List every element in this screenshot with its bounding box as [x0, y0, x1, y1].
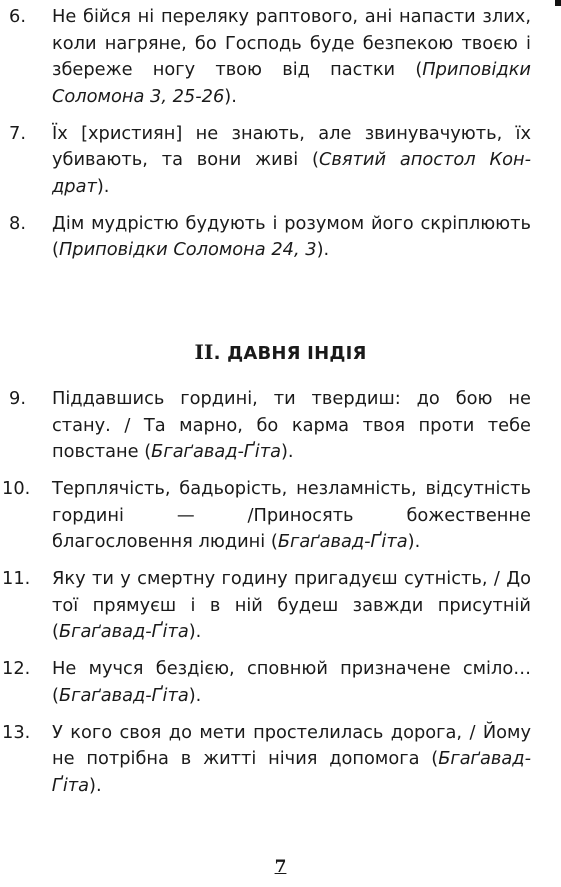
item-number: 8.: [9, 212, 26, 234]
item-number: 10.: [2, 478, 31, 499]
quote-source: Бгаґавад-Ґіта: [58, 684, 189, 706]
quote-text: Не мучся бездією, сповнюй призначене сміло…: [52, 658, 531, 679]
item-number: 12.: [2, 658, 31, 679]
quote-source: Бгаґавад-Ґіта: [58, 621, 189, 642]
item-number: 13.: [2, 721, 31, 743]
list-item: 7. Їх [християн] не знають, але звинувачують, їх убивають, та вони живі (Святий апостол Кондрат).: [9, 122, 531, 197]
item-number: 7.: [9, 122, 26, 144]
list-item: 11. Яку ти у смертну годину пригадуєш сутність, / До тої прямуєш і в ній будеш завжди присутній (Бгаґавад-Ґіта).: [2, 568, 531, 642]
page-number: 7: [274, 857, 287, 877]
quote-source: Бгаґавад-Ґіта: [277, 531, 408, 552]
item-number: 11.: [2, 568, 31, 589]
quote-source: Бгаґавад-Ґіта: [151, 441, 281, 462]
item-number: 6.: [9, 6, 26, 27]
list-item: 9. Піддавшись гордині, ти твердиш: до бою не стану. / Та марно, бо карма твоя проти тебе повстане (Бгаґавад-Ґіта).: [9, 388, 531, 462]
quote-source: Святий апостол Кондрат: [52, 149, 531, 197]
quote-text: Терплячість, бадьорість, незламність, відсутність гордині — /Приносять божественне благословення людині: [52, 478, 531, 552]
list-item: 6. Не бійся ні переляку раптового, ані напасти злих, коли нагряне, бо Господь буде безпекою твоєю і збереже ногу твою від пастки (Приповідки Соломона 3, 25-26).: [9, 6, 531, 107]
quote-text: Піддавшись гордині, ти твердиш: до бою не стану. / Та марно, бо карма твоя проти тебе повстане: [52, 388, 531, 462]
quote-text: Їх [християн] не знають, але звинувачують, їх убивають, та вони живі: [52, 122, 531, 170]
quote-text: Не бійся ні переляку раптового, ані напасти злих, коли нагряне, бо Господь буде безпекою твоєю і збереже ногу твою від пастки: [52, 6, 531, 80]
quote-list-bottom: [0, 386, 561, 810]
list-item: 13. У кого своя до мети простелилась дорога, / Йому не потрібна в житті нічия допомога (Бгаґавад-Ґіта).: [2, 721, 531, 796]
list-item: 12. Не мучся бездією, сповнюй призначене сміло… (Бгаґавад-Ґіта).: [2, 658, 531, 706]
section-heading: [0, 340, 561, 364]
quote-text: У кого своя до мети простелилась дорога, / Йому не потрібна в житті нічия допомога: [52, 721, 531, 769]
quote-text: Яку ти у смертну годину пригадуєш сутність, / До тої прямуєш і в ній будеш завжди присутній: [52, 568, 531, 616]
quote-source: Приповідки Соломона 24, 3: [58, 239, 317, 260]
quote-text: Дім мудрістю будують і розумом його скріплюють: [52, 212, 531, 234]
list-item: 10. Терплячість, бадьорість, незламність, відсутність гордині — /Приносять божественне благословення людині (Бгаґавад-Ґіта).: [2, 478, 531, 552]
quote-list-top: [0, 4, 561, 274]
list-item: 8. Дім мудрістю будують і розумом його скріплюють (Приповідки Соломона 24, 3).: [9, 212, 531, 260]
quote-source: Бгаґавад-Ґіта: [52, 748, 531, 796]
quote-source: Приповідки Соломона 3, 25-26: [52, 59, 531, 107]
item-number: 9.: [9, 388, 26, 409]
section-roman-numeral: ІІ: [194, 340, 214, 364]
section-title-text: . ДАВНЯ ІНДІЯ: [213, 343, 367, 364]
